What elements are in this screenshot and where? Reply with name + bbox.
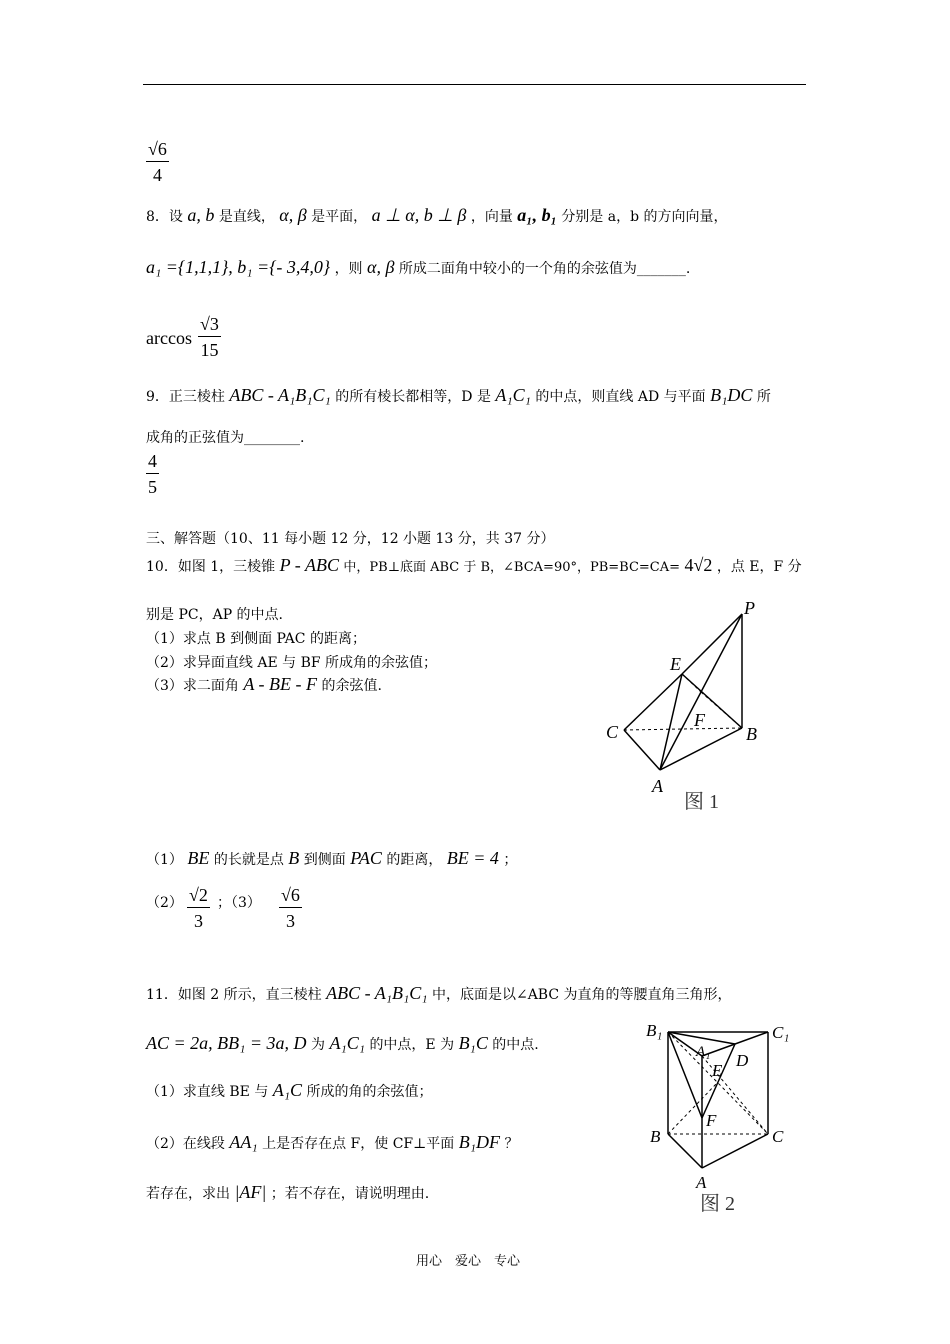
label-F: F: [694, 710, 705, 730]
q10-pyr: P - ABC: [279, 555, 339, 575]
label-C: C: [606, 722, 619, 742]
q10-ans1g: 的距离，: [386, 852, 443, 868]
label-D: D: [736, 1051, 749, 1070]
question-8-line1: [146, 205, 728, 226]
q10-part2: （2）求异面直线 AE 与 BF 所成角的余弦值；: [146, 655, 438, 671]
q8-t3: ，向量: [470, 209, 513, 225]
label-A1: A₁: [696, 1044, 711, 1060]
answer-7-num: √6: [148, 139, 167, 159]
label-B1: B₁: [646, 1021, 663, 1040]
question-11-line2: [146, 1033, 539, 1054]
q11-last-line: [146, 1182, 429, 1203]
q10-ans1h: BE = 4: [446, 848, 499, 868]
q10-lead: 10．如图 1，三棱锥: [146, 559, 276, 575]
q11-p1c: 所成的角的余弦值；: [306, 1084, 433, 1100]
answer-8-num: √3: [200, 314, 219, 334]
q10-p3a: （3）求二面角: [146, 678, 239, 694]
edge-PE: [682, 614, 742, 674]
q10-answer-3: [279, 886, 302, 930]
q10-ans1f: PAC: [350, 848, 382, 868]
label-P: P: [744, 598, 755, 618]
q10-t2: ，点 E，F 分: [716, 559, 802, 575]
header-rule: [143, 84, 806, 85]
figure-1-caption: 图 1: [684, 791, 719, 813]
q8-t2: 是平面，: [311, 209, 368, 225]
q11-part2: [146, 1132, 518, 1153]
label-A: A: [652, 776, 663, 796]
answer-9-num: 4: [148, 451, 157, 471]
q8-t5: ，则: [334, 261, 363, 277]
label-A: A: [696, 1173, 707, 1192]
q9-t2: 的中点，则直线 AD 与平面: [535, 389, 706, 405]
q10-part3: [146, 674, 382, 695]
edge-AB: [660, 728, 742, 770]
q10-p3b: A - BE - F: [243, 674, 318, 694]
answer-8-den: 15: [200, 340, 219, 360]
q11-vals: AC = 2a, BB₁ = 3a, D: [146, 1033, 307, 1053]
q11-p2a: （2）在线段: [146, 1136, 225, 1152]
question-11-line1: [146, 983, 732, 1004]
edge-BA: [668, 1134, 702, 1168]
q8-alphabeta: α, β: [279, 205, 307, 225]
q10-answer-2: [187, 886, 210, 930]
q8-ab: a, b: [187, 205, 215, 225]
q8-arccos: arccos: [146, 328, 192, 348]
answer-8-prefix: [146, 328, 192, 349]
label-E: E: [712, 1061, 723, 1080]
q11-p1b: A₁C: [272, 1080, 303, 1100]
q8-lead: 8．设: [146, 209, 183, 225]
q10-ans1d: B: [288, 848, 300, 868]
q11-p1a: （1）求直线 BE 与: [146, 1084, 269, 1100]
q10-p3c: 的余弦值.: [321, 678, 382, 694]
q10-part1: （1）求点 B 到侧面 PAC 的距离；: [146, 631, 366, 647]
q11-seg2: B₁C: [458, 1033, 488, 1053]
figure-2-caption: 图 2: [700, 1193, 735, 1215]
q10-ans3-den: 3: [285, 911, 295, 931]
q8-vals: a₁ ={1,1,1}, b₁ ={- 3,4,0}: [146, 257, 331, 277]
q8-t6: 所成二面角中较小的一个角的余弦值为_______.: [398, 261, 691, 277]
q9-t1: 的所有棱长都相等，D 是: [335, 389, 491, 405]
q10-t1: 中，PB⊥底面 ABC 于 B，∠BCA=90°，PB=BC=CA=: [343, 560, 681, 575]
q8-vecs: a₁, b₁: [517, 205, 557, 225]
q10-answer-2-label: （2）: [146, 895, 183, 911]
q11-part1: [146, 1080, 433, 1101]
section-3-heading: 三、解答题（10、11 每小题 12 分，12 小题 13 分，共 37 分）: [146, 531, 555, 547]
edge-CA: [624, 730, 660, 770]
q10-ans3-num: √6: [281, 885, 300, 905]
figure-1: [600, 598, 780, 818]
edge-CB-hidden: [624, 728, 742, 730]
q11-t3: 的中点，E 为: [369, 1037, 455, 1053]
q11-prism: ABC - A₁B₁C₁: [326, 983, 428, 1003]
q10-answer-sep: ；（3）: [217, 895, 261, 911]
q9-t3: 所: [756, 389, 771, 405]
question-8-line2: [146, 257, 690, 278]
q9-seg: A₁C₁: [495, 385, 531, 405]
q11-lead: 11．如图 2 所示，直三棱柱: [146, 987, 322, 1003]
q10-answer-1: [146, 848, 517, 869]
footer: 用心 爱心 专心: [416, 1254, 521, 1269]
q8-alphabeta2: α, β: [367, 257, 395, 277]
q10-ans1b: BE: [187, 848, 210, 868]
q10-ans2-den: 3: [193, 911, 203, 931]
label-B: B: [746, 724, 757, 744]
q10-ans1i: ；: [503, 852, 518, 868]
q10-val: 4√2: [684, 555, 713, 575]
label-C: C: [772, 1127, 784, 1146]
answer-9-den: 5: [148, 477, 157, 497]
edge-EC: [624, 674, 682, 730]
question-9-line1: [146, 385, 771, 406]
q11-t2: 为: [311, 1037, 325, 1053]
q11-t4: 的中点.: [492, 1037, 539, 1053]
question-9-line2: [146, 427, 304, 447]
q11-p2d: B₁DF: [458, 1132, 500, 1152]
answer-9: [146, 452, 159, 496]
label-B: B: [650, 1127, 661, 1146]
answer-7: [146, 140, 169, 184]
q11-last-a: 若存在，求出: [146, 1186, 230, 1202]
q11-seg: A₁C₁: [329, 1033, 365, 1053]
q9-prism: ABC - A₁B₁C₁: [229, 385, 331, 405]
q10-ans1c: 的长就是点: [213, 852, 284, 868]
q11-p2b: AA₁: [229, 1132, 258, 1152]
figure-2: [640, 1018, 800, 1218]
q10-ans1a: （1）: [146, 852, 183, 868]
question-10-line1: [146, 555, 802, 576]
q9-lead: 9．正三棱柱: [146, 389, 225, 405]
q11-p2e: ？: [504, 1136, 519, 1152]
label-C1: C₁: [772, 1023, 790, 1042]
q9-line2: 成角的正弦值为________.: [146, 430, 305, 446]
q10-ans2-num: √2: [189, 885, 208, 905]
q8-perp: a ⊥ α, b ⊥ β: [371, 205, 467, 225]
q10-line2: 别是 PC，AP 的中点.: [146, 607, 284, 623]
q8-t1: 是直线，: [218, 209, 275, 225]
q11-last-c: ；若不存在，请说明理由.: [270, 1186, 430, 1202]
q11-last-b: |AF|: [234, 1182, 267, 1202]
q9-plane: B₁DC: [710, 385, 753, 405]
answer-8: [198, 315, 221, 359]
q11-t1: 中，底面是以∠ABC 为直角的等腰直角三角形，: [431, 987, 732, 1003]
q10-ans1e: 到侧面: [303, 852, 346, 868]
q11-p2c: 上是否存在点 F，使 CF⊥平面: [262, 1136, 455, 1152]
edge-AC: [702, 1134, 768, 1168]
q8-t4: 分别是 a，b 的方向向量，: [561, 209, 728, 225]
edge-AE: [660, 674, 682, 770]
label-F: F: [706, 1111, 717, 1130]
answer-7-den: 4: [152, 165, 162, 185]
label-E: E: [670, 654, 681, 674]
